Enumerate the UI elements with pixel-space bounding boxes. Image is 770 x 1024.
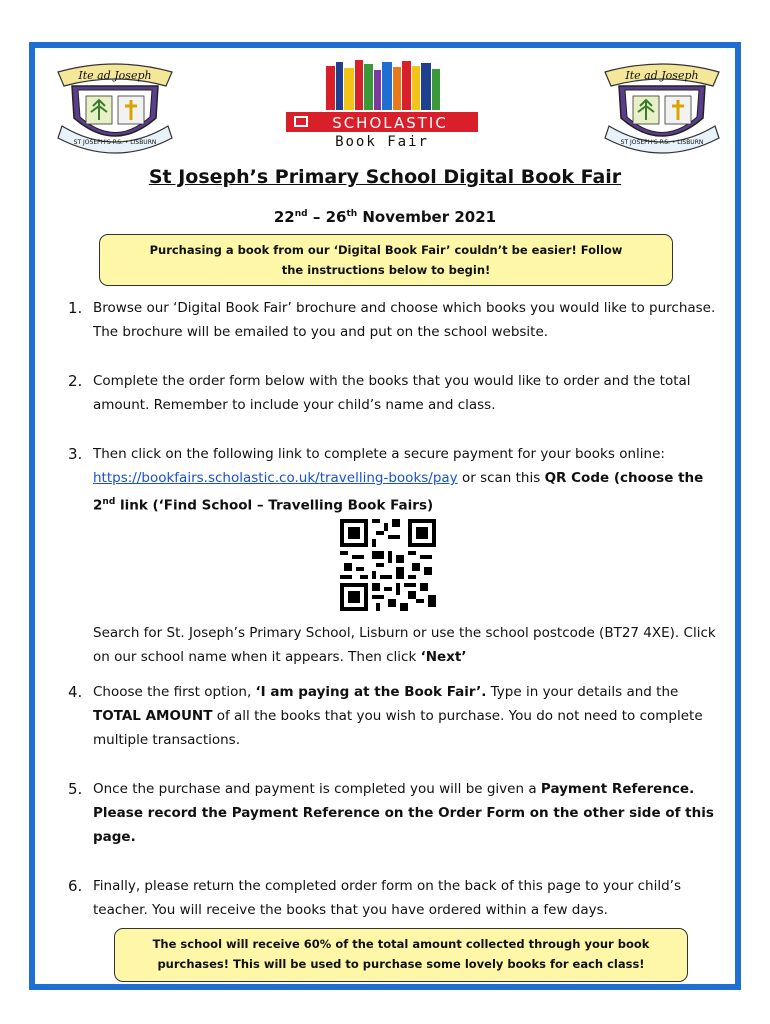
step-1 [68,296,728,344]
crest-motto: Ite ad Joseph [78,69,152,82]
step-number: 3. [68,445,83,463]
total-amount-label: TOTAL AMOUNT [93,708,213,724]
school-crest-right [597,60,727,156]
start-suffix: nd [294,209,308,219]
next-label: ‘Next’ [420,648,467,665]
intro-callout: Purchasing a book from our ‘Digital Book Fair’ couldn’t be easier! Follow the instructions below to begin! [99,234,673,286]
payment-reference-note: Payment Reference. Please record the Payment Reference on the Order Form on the other side of this page. [93,781,714,845]
end-day: 26 [325,208,347,226]
step-text [93,777,728,849]
event-dates [0,208,770,226]
start-day: 22 [273,208,295,226]
step-number: 4. [68,683,83,701]
step-3-or-scan: or scan this [457,470,545,486]
step-4-text-a: Choose the first option, [93,684,256,700]
paying-option: ‘I am paying at the Book Fair’. [255,684,487,700]
step-text: Complete the order form below with the books that you would like to order and the total amount. Remember to include your child’s name and class. [93,373,691,413]
books-icon [326,60,440,110]
scholastic-wordmark: SCHOLASTIC [332,114,448,132]
step-number: 1. [68,299,83,317]
date-separator: – [307,208,326,226]
step-text: Finally, please return the completed order form on the back of this page to your child’s teacher. You will receive the books that you have ordered within a few days. [93,878,681,918]
qr-instruction-sup: nd [102,497,116,507]
qr-code[interactable] [340,519,436,611]
step-4 [68,680,728,752]
crest-ribbon: ST JOSEPH'S P.S. • LISBURN [73,139,157,146]
step-number: 6. [68,877,83,895]
step-3-intro: Then click on the following link to complete a secure payment for your books online: [93,446,665,462]
month-year: November 2021 [357,208,497,226]
step-4-text-c: of all the books that you wish to purchase. You do not need to complete multiple transactions. [93,708,703,748]
scholastic-book-fair-logo [282,58,482,150]
step-3-search [93,621,728,669]
book-fair-wordmark: Book Fair [335,134,429,150]
qr-instruction-a: QR Code (choose the 2 [93,470,704,514]
step-6 [68,874,728,922]
crest-motto: Ite ad Joseph [625,69,699,82]
step-text [93,680,728,752]
qr-instruction-b: link (‘Find School – Travelling Book Fairs) [115,497,434,514]
step-text: Browse our ‘Digital Book Fair’ brochure and choose which books you would like to purchase. The brochure will be emailed to you and put on the school website. [93,300,716,340]
search-instructions: Search for St. Joseph’s Primary School, Lisburn or use the school postcode (BT27 4XE). Click on our school name when it appears. Then click [93,624,716,665]
step-number: 5. [68,780,83,798]
page-title: St Joseph’s Primary School Digital Book Fair [148,166,622,188]
step-2 [68,369,728,417]
step-number: 2. [68,372,83,390]
step-4-text-b: Type in your details and the [486,684,683,700]
step-5-text-a: Once the purchase and payment is completed you will be given a [93,781,541,797]
funding-callout: The school will receive 60% of the total amount collected through your book purchases! This will be used to purchase some lovely books for each class! [114,928,688,982]
end-suffix: th [346,209,358,219]
school-crest-left [50,60,180,156]
step-5 [68,777,728,849]
crest-ribbon: ST JOSEPH'S P.S. • LISBURN [620,139,704,146]
payment-link[interactable]: https://bookfairs.scholastic.co.uk/travelling-books/pay [93,470,458,486]
step-text [93,442,728,518]
